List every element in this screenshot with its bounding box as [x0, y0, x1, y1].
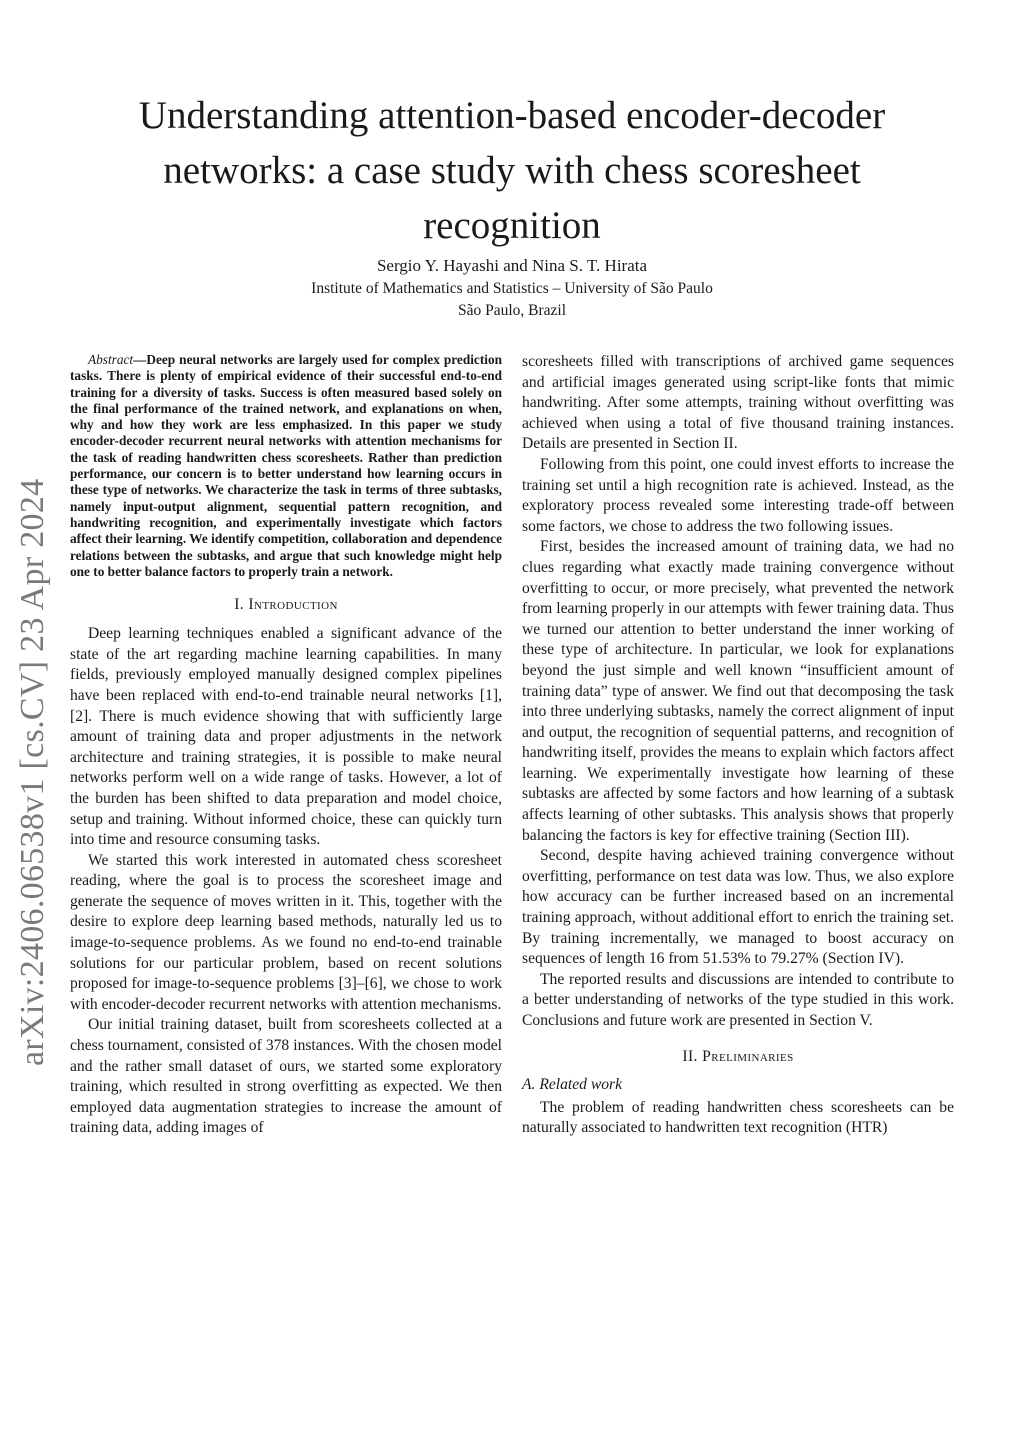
abstract-text: —Deep neural networks are largely used for complex prediction tasks. There is plenty of empirical evidence of their successful end-to-end training for a diversity of tasks. Success is often measured based solely on the final performance of the trained network, and explanations on when, why and how they work are less emphasized. In this paper we study encoder-decoder recurrent neural networks with attention mechanisms for the task of reading handwritten chess scoresheets. Rather than prediction performance, our concern is to better understand how learning occurs in these type of networks. We characterize the task in terms of three subtasks, namely input-output alignment, sequential pattern recognition, and handwriting recognition, and experimentally investigate which factors affect their learning. We identify competition, collaboration and dependence relations between the subtasks, and argue that such knowledge might help one to better balance factors to properly train a network.	[70, 352, 502, 579]
arxiv-identifier: arXiv:2406.06538v1 [cs.CV] 23 Apr 2024	[14, 478, 51, 1066]
abstract-label: Abstract	[88, 352, 134, 367]
author-list: Sergio Y. Hayashi and Nina S. T. Hirata	[376, 256, 648, 275]
related-work-paragraph: The problem of reading handwritten chess scoresheets can be naturally associated to handwritten text recognition (HTR)	[522, 1098, 954, 1137]
intro-paragraph-2: We started this work interested in automated chess scoresheet reading, where the goal is to process the scoresheet image and generate the sequence of moves written in it. This, together with the desire to explore deep learning based methods, naturally led us to image-to-sequence problems. As we found no end-to-end trainable solutions for our particular problem, based on recent solutions proposed for image-to-sequence problems [3]–[6], we chose to work with encoder-decoder recurrent networks with attention mechanisms.	[70, 851, 502, 1013]
subsection-heading-related-work: A. Related work	[522, 1075, 623, 1093]
right-column	[522, 352, 954, 1139]
left-column	[70, 352, 502, 1139]
paper-title: Understanding attention-based encoder-decoder networks: a case study with chess scoresheet recognition	[138, 94, 886, 247]
affiliation-location: São Paulo, Brazil	[457, 302, 567, 319]
section-heading-preliminaries: II. Preliminaries	[682, 1047, 794, 1065]
section-heading-introduction: I. Introduction	[234, 596, 338, 614]
intro-paragraph-7: The reported results and discussions are intended to contribute to a better understanding of networks of the type studied in this work. Conclusions and future work are presented in Section V.	[522, 970, 954, 1029]
intro-paragraph-4: Following from this point, one could invest efforts to increase the training set until a high recognition rate is achieved. Instead, as the exploratory process revealed some interesting trade-off between some factors, we chose to address the two following issues.	[522, 455, 954, 535]
intro-paragraph-3-continued: scoresheets filled with transcriptions of archived game sequences and artificial images generated using script-like fonts that mimic handwriting. After some attempts, training without overfitting was achieved when using a total of five thousand training instances. Details are presented in Section II.	[522, 353, 954, 453]
intro-paragraph-5: First, besides the increased amount of training data, we had no clues regarding what exactly made training convergence without overfitting to occur, or more precisely, what prevented the network from learning properly in our attempts with fewer training data. Thus we turned our attention to better understand the inner working of these type of architecture. In particular, we look for explanations beyond the just simple and well known “insufficient amount of training data” type of answer. We find out that decomposing the task into three underlying subtasks, namely the correct alignment of input and output, the recognition of sequential patterns, and recognition of handwriting itself, provides the means to explain which factors affect learning. We experimentally investigate how learning of these subtasks are affected by some factors and how learning of a subtask affects learning of other subtasks. This analysis shows that properly balancing the factors is key for effective training (Section III).	[522, 538, 954, 844]
intro-paragraph-1: Deep learning techniques enabled a significant advance of the state of the art regarding machine learning capabilities. In many fields, previously employed manually designed complex pipelines have been replaced with end-to-end trainable neural networks [1], [2]. There is much evidence showing that with sufficiently large amount of training data and proper adjustments in the network architecture and training strategies, it is possible to make neural networks perform well on a wide range of tasks. However, a lot of the burden has been shifted to data preparation and model choice, setup and training. Without informed choice, these can quickly turn into time and resource consuming tasks.	[70, 625, 502, 849]
affiliation-institution: Institute of Mathematics and Statistics – University of São Paulo	[311, 280, 713, 297]
abstract	[70, 352, 502, 580]
intro-paragraph-6: Second, despite having achieved training convergence without overfitting, performance on test data was low. Thus, we also explore how accuracy can be further increased based on an incremental training approach, without additional effort to enrich the training set. By training incrementally, we managed to boost accuracy on sequences of length 16 from 51.53% to 79.27% (Section IV).	[522, 847, 954, 968]
intro-paragraph-3: Our initial training dataset, built from scoresheets collected at a chess tournament, consisted of 378 instances. With the chosen model and the rather small dataset of ours, we started some exploratory training, which resulted in strong overfitting as expected. We then employed data augmentation strategies to increase the amount of training data, adding images of	[70, 1016, 502, 1137]
